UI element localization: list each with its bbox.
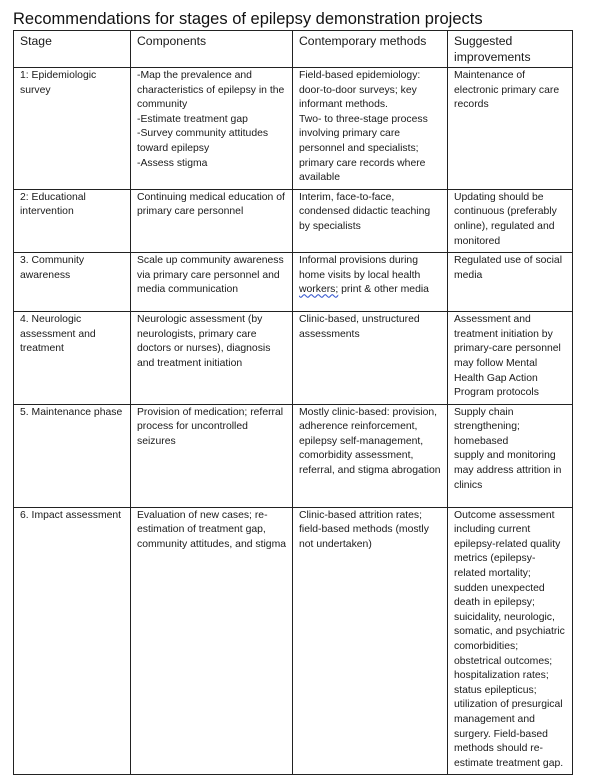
cell-line: -Survey community attitudes toward epilepsy bbox=[137, 128, 269, 154]
components-cell bbox=[131, 312, 293, 405]
stage-cell: 4. Neurologic assessment and treatment bbox=[14, 312, 131, 405]
stage-cell: 3. Community awareness bbox=[14, 253, 131, 312]
components-cell bbox=[131, 68, 293, 190]
components-cell bbox=[131, 253, 293, 312]
table-row bbox=[14, 68, 573, 190]
cell-line: -Estimate treatment gap bbox=[137, 113, 248, 125]
header-methods: Contemporary methods bbox=[293, 31, 448, 68]
cell-line: Continuing medical education of primary care personnel bbox=[137, 191, 285, 218]
methods-cell bbox=[293, 189, 448, 252]
table-row bbox=[14, 404, 573, 507]
cell-line: Field-based epidemiology: door-to-door surveys; key informant methods. bbox=[299, 70, 421, 111]
components-cell bbox=[131, 404, 293, 507]
cell-line: Two- to three-stage process involving primary care personnel and specialists; primary care records where available bbox=[299, 113, 428, 184]
cell-line: Assessment and treatment initiation by bbox=[454, 314, 553, 340]
cell-line: Evaluation of new cases; re-estimation of treatment gap, community attitudes, and stigma bbox=[137, 509, 287, 550]
methods-cell bbox=[293, 404, 448, 507]
cell-line: Interim, face-to-face, condensed didactic teaching by specialists bbox=[299, 191, 431, 232]
header-components: Components bbox=[131, 31, 293, 68]
cell-line: -Assess stigma bbox=[137, 157, 208, 169]
improvements-cell bbox=[448, 404, 573, 507]
stage-cell: 5. Maintenance phase bbox=[14, 404, 131, 507]
stage-cell: 1: Epidemiologic survey bbox=[14, 68, 131, 190]
spellcheck-underlined-word: workers; bbox=[299, 284, 339, 296]
improvements-cell bbox=[448, 189, 573, 252]
improvements-cell bbox=[448, 253, 573, 312]
table-row bbox=[14, 253, 573, 312]
header-stage: Stage bbox=[14, 31, 131, 68]
cell-line: supply and monitoring may address attrition in clinics bbox=[454, 450, 562, 491]
cell-line: -Map the prevalence and characteristics of epilepsy in the community bbox=[137, 70, 285, 111]
improvements-cell bbox=[448, 507, 573, 775]
improvements-cell bbox=[448, 68, 573, 190]
table-row bbox=[14, 189, 573, 252]
cell-line: Provision of medication; referral process for uncontrolled seizures bbox=[137, 406, 284, 447]
methods-text-start: Informal provisions during home visits by local health bbox=[299, 255, 421, 281]
cell-line: Outcome assessment including current epilepsy-related quality metrics (epilepsy-related mortality; sudden unexpected death in epilepsy; suicidality, neurologic, somatic, and psychiatric comorbidities; obstetrical outcomes; hospitalization rates; status epilepticus; utilization of presurgical management and surgery. Field-based methods should re-estimate treatment gap. bbox=[454, 509, 565, 769]
cell-line: Clinic-based, unstructured assessments bbox=[299, 314, 420, 340]
stage-cell: 6. Impact assessment bbox=[14, 507, 131, 775]
cell-line: Scale up community awareness via primary care personnel and media communication bbox=[137, 255, 284, 296]
table-title: Recommendations for stages of epilepsy demonstration projects bbox=[13, 10, 483, 28]
cell-line: Mostly clinic-based: provision, adherence reinforcement, epilepsy self-management, comorbidity assessment, referral, and stigma abrogation bbox=[299, 406, 441, 477]
methods-cell bbox=[293, 253, 448, 312]
table-row bbox=[14, 507, 573, 775]
header-row bbox=[14, 31, 573, 68]
cell-line: Maintenance of electronic primary care records bbox=[454, 70, 560, 111]
methods-cell bbox=[293, 68, 448, 190]
cell-line: Regulated use of social media bbox=[454, 255, 563, 281]
cell-line: Updating should be continuous (preferably online), regulated and monitored bbox=[454, 191, 557, 247]
header-improvements: Suggested improvements bbox=[448, 31, 573, 68]
components-cell bbox=[131, 189, 293, 252]
table-row bbox=[14, 312, 573, 405]
cell-line: Clinic-based attrition rates; field-based methods (mostly not undertaken) bbox=[299, 509, 429, 550]
cell-line: primary-care personnel may follow Mental Health Gap Action Program protocols bbox=[454, 343, 561, 399]
methods-cell bbox=[293, 507, 448, 775]
recommendations-table bbox=[13, 30, 573, 775]
improvements-cell bbox=[448, 312, 573, 405]
methods-cell bbox=[293, 312, 448, 405]
cell-line: Neurologic assessment (by neurologists, primary care doctors or nurses), diagnosis and treatment initiation bbox=[137, 314, 271, 369]
components-cell bbox=[131, 507, 293, 775]
methods-text-end: print & other media bbox=[338, 284, 429, 296]
stage-cell: 2: Educational intervention bbox=[14, 189, 131, 252]
cell-line: Supply chain strengthening; homebased bbox=[454, 406, 520, 447]
